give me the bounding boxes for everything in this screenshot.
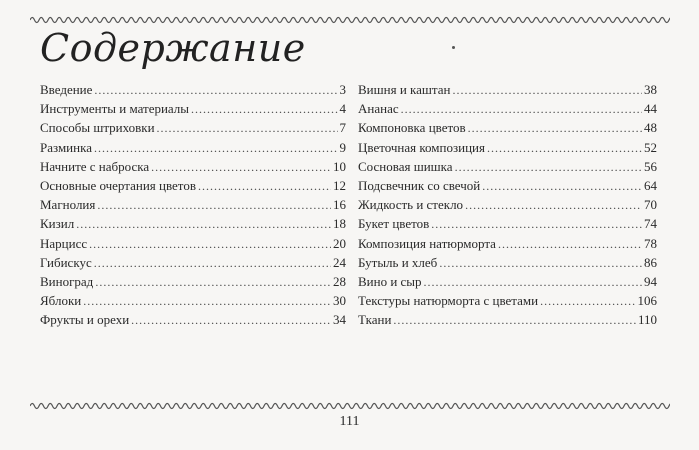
toc-entry-page: 110 [637,312,657,328]
toc-entry[interactable] [358,274,657,293]
toc-entry-title: Гибискус [40,254,92,270]
toc-dot-leader [393,313,636,328]
toc-entry[interactable] [40,216,346,235]
toc-dot-leader [455,160,642,175]
toc-entry[interactable] [358,216,657,235]
toc-left-column [40,82,346,331]
toc-entry-page: 16 [333,197,346,213]
toc-entry-title: Кизил [40,216,75,232]
toc-dot-leader [95,275,331,290]
toc-entry-title: Ананас [358,101,399,117]
toc-entry-page: 64 [644,177,657,193]
toc-entry-page: 10 [333,158,346,174]
bottom-wavy-divider [30,400,670,412]
toc-entry-title: Текстуры натюрморта с цветами [358,293,539,309]
toc-entry[interactable] [40,312,346,331]
toc-entry-title: Введение [40,82,93,97]
toc-entry-page: 78 [644,235,657,251]
toc-entry[interactable] [358,140,657,159]
toc-entry-page: 86 [644,254,657,270]
toc-entry-page: 4 [339,101,346,117]
page-number: 111 [339,414,360,429]
toc-dot-leader [83,294,331,309]
toc-entry[interactable] [358,82,657,101]
toc-dot-leader [401,102,642,117]
toc-entry[interactable] [40,274,346,293]
toc-entry-page: 106 [637,293,657,309]
toc-dot-leader [431,217,642,232]
toc-entry-title: Подсвечник со свечой [358,177,481,193]
toc-entry-title: Основные очертания цветов [40,177,196,193]
toc-dot-leader [439,256,642,271]
toc-entry-title: Композиция натюрморта [358,235,496,251]
toc-entry[interactable] [358,255,657,274]
toc-entry[interactable] [40,236,346,255]
toc-dot-leader [94,256,331,271]
toc-dot-leader [198,179,331,194]
toc-entry[interactable] [40,140,346,159]
top-wavy-divider [30,14,670,26]
toc-entry-page: 34 [333,312,346,328]
toc-dot-leader [482,179,642,194]
toc-entry-title: Цветочная композиция [358,139,485,155]
toc-dot-leader [453,83,643,98]
toc-entry[interactable] [40,197,346,216]
toc-entry-page: 7 [339,120,346,136]
toc-entry-page: 20 [333,235,346,251]
toc-entry-page: 44 [644,101,657,117]
toc-dot-leader [94,83,337,98]
toc-dot-leader [76,217,331,232]
toc-entry-title: Начните с наброска [40,158,150,174]
toc-entry-title: Нарцисс [40,235,88,251]
toc-entry[interactable] [358,293,657,312]
toc-entry-page: 24 [333,254,346,270]
toc-entry-title: Вино и сыр [358,273,422,289]
toc-entry-title: Букет цветов [358,216,430,232]
toc-entry-page: 18 [333,216,346,232]
toc-dot-leader [157,121,338,136]
toc-entry-title: Яблоки [40,293,82,309]
toc-entry-title: Фрукты и орехи [40,312,130,328]
toc-entry[interactable] [40,293,346,312]
toc-dot-leader [94,141,338,156]
toc-dot-leader [487,141,642,156]
toc-entry-page: 70 [644,197,657,213]
toc-dot-leader [151,160,331,175]
toc-entry-page: 9 [339,139,346,155]
toc-entry-title: Инструменты и материалы [40,101,190,117]
toc-entry[interactable] [358,197,657,216]
toc-entry-title: Жидкость и стекло [358,197,464,213]
toc-entry-page: 56 [644,158,657,174]
paper-speck [452,46,455,49]
toc-entry[interactable] [358,159,657,178]
toc-dot-leader [465,198,642,213]
toc-entry[interactable] [358,236,657,255]
page-title: Содержание [40,26,306,70]
toc-entry[interactable] [358,101,657,120]
toc-entry-page: 94 [644,273,657,289]
toc-dot-leader [540,294,635,309]
toc-entry[interactable] [358,312,657,331]
toc-entry-page: 30 [333,293,346,309]
toc-entry-page: 74 [644,216,657,232]
toc-entry-page: 12 [333,177,346,193]
toc-dot-leader [131,313,331,328]
toc-entry[interactable] [358,178,657,197]
toc-entry-title: Разминка [40,139,92,155]
toc-entry[interactable] [40,159,346,178]
toc-entry-title: Ткани [358,312,392,328]
toc-entry-page: 28 [333,273,346,289]
toc-entry[interactable] [40,120,346,139]
toc-dot-leader [191,102,337,117]
toc-dot-leader [89,237,331,252]
toc-dot-leader [498,237,642,252]
toc-entry-title: Бутыль и хлеб [358,254,438,270]
toc-entry[interactable] [358,120,657,139]
toc-entry-page: 48 [644,120,657,136]
toc-right-column [358,82,657,331]
toc-dot-leader [424,275,642,290]
toc-entry-title: Способы штриховки [40,120,155,136]
toc-entry-title: Магнолия [40,197,96,213]
toc-entry-page: 3 [339,82,346,97]
toc-entry-title: Сосновая шишка [358,158,453,174]
toc-entry[interactable] [40,82,346,101]
toc-entry[interactable] [40,178,346,197]
toc-entry[interactable] [40,101,346,120]
toc-entry-page: 52 [644,139,657,155]
toc-entry-title: Компоновка цветов [358,120,466,136]
toc-entry-page: 38 [644,82,657,97]
toc-entry-title: Вишня и каштан [358,82,451,97]
toc-dot-leader [97,198,331,213]
toc-entry[interactable] [40,255,346,274]
toc-entry-title: Виноград [40,273,94,289]
toc-dot-leader [468,121,642,136]
